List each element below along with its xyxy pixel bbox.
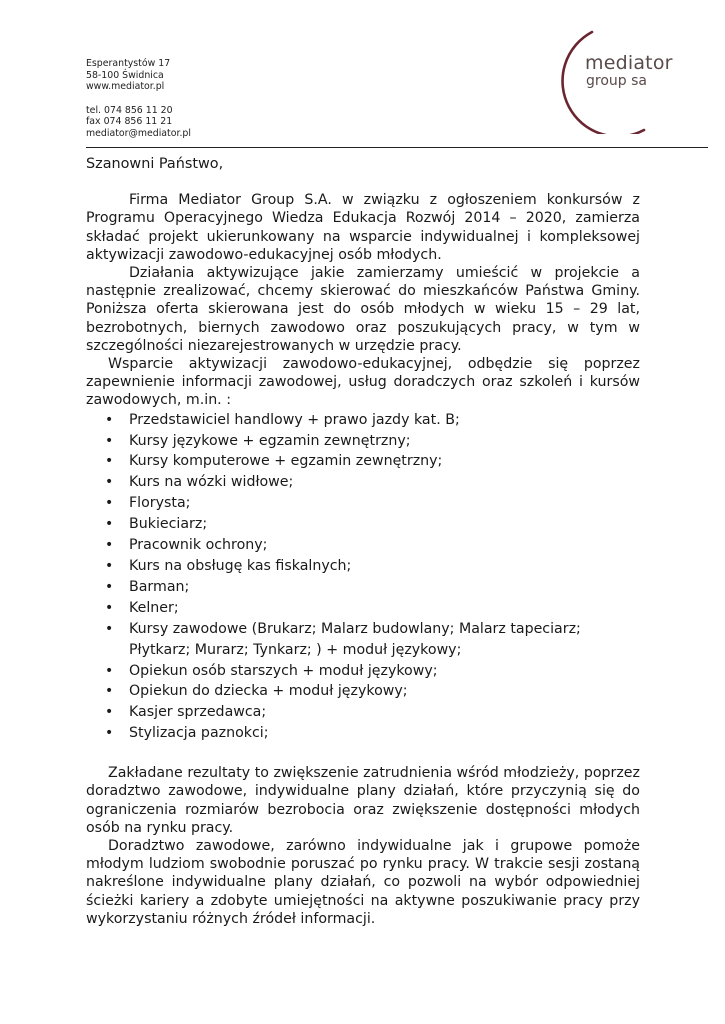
paragraph-results: Zakładane rezultaty to zwiększenie zatrudnienia wśród młodzieży, poprzez doradztwo zawodowe, indywidualne plany działań, które przyczynią się do ograniczenia rozmiarów bezrobocia oraz zwiększenie dostępności młodych osób na rynku pracy.: [86, 765, 640, 836]
course-list: [86, 410, 640, 745]
list-item: • Kelner;: [86, 598, 640, 619]
list-item: • Stylizacja paznokci;: [86, 723, 640, 744]
phone-number: tel. 074 856 11 20: [86, 104, 173, 116]
address-line-city: 58-100 Świdnica: [86, 69, 164, 81]
list-item: • Kurs na obsługę kas fiskalnych;: [86, 556, 640, 577]
letter-body: [86, 155, 640, 928]
list-item: • Barman;: [86, 577, 640, 598]
list-item: • Opiekun osób starszych + moduł językowy;: [86, 661, 640, 682]
list-item: • Kurs na wózki widłowe;: [86, 472, 640, 493]
list-item: • Przedstawiciel handlowy + prawo jazdy kat. B;: [86, 410, 640, 431]
list-item: • Bukieciarz;: [86, 514, 640, 535]
list-item: • Kursy językowe + egzamin zewnętrzny;: [86, 431, 640, 452]
contact-block: [86, 58, 191, 140]
paragraph-target-group: Działania aktywizujące jakie zamierzamy umieścić w projekcie a następnie zrealizować, chcemy skierować do mieszkańców Państwa Gminy. Poniższa oferta skierowana jest do osób młodych w wieku 15 – 29 lat, bezrobotnych, biernych zawodowo oraz poszukujących pracy, w tym w szczególności niezarejestrowanych w urzędzie pracy.: [86, 265, 640, 354]
list-item: • Kursy komputerowe + egzamin zewnętrzny;: [86, 451, 640, 472]
paragraph-counseling: Doradztwo zawodowe, zarówno indywidualne jak i grupowe pomoże młodym ludziom swobodnie poruszać po rynku pracy. W trakcie sesji zostaną nakreślone indywidualne plany działań, co pozwoli na wybór odpowiedniej ścieżki kariery a zdobyte umiejętności na aktywne poszukiwanie pracy przy wykorzystaniu różnych źródeł informacji.: [86, 837, 640, 927]
paragraph-intro: Firma Mediator Group S.A. w związku z ogłoszeniem konkursów z Programu Operacyjnego Wiedza Edukacja Rozwój 2014 – 2020, zamierza składać projekt ukierunkowany na wsparcie indywidualnej i kompleksowej aktywizacji zawodowo-edukacyjnej osób młodych.: [86, 192, 640, 263]
fax-number: fax 074 856 11 21: [86, 116, 173, 128]
header-divider: [86, 147, 708, 148]
logo-wordmark: [585, 53, 673, 89]
list-item: • Kursy zawodowe (Brukarz; Malarz budowlany; Malarz tapeciarz; Płytkarz; Murarz; Tynkarz; ) + moduł językowy;: [86, 619, 640, 661]
list-item: • Pracownik ochrony;: [86, 535, 640, 556]
list-item: • Opiekun do dziecka + moduł językowy;: [86, 681, 640, 702]
paragraph-support: Wsparcie aktywizacji zawodowo-edukacyjnej, odbędzie się poprzez zapewnienie informacji zawodowej, usług doradczych oraz szkoleń i kursów zawodowych, m.in. :: [86, 356, 640, 409]
website-link[interactable]: www.mediator.pl: [86, 81, 165, 93]
list-spacer: [86, 744, 640, 764]
address-line-street: Esperantystów 17: [86, 58, 171, 69]
logo-name: mediator: [585, 52, 673, 74]
list-item: • Florysta;: [86, 493, 640, 514]
email-link[interactable]: mediator@mediator.pl: [86, 127, 191, 139]
logo-tagline: group sa: [586, 73, 647, 89]
salutation: Szanowni Państwo,: [86, 156, 224, 172]
list-item: • Kasjer sprzedawca;: [86, 702, 640, 723]
contact-gap: [86, 93, 191, 105]
